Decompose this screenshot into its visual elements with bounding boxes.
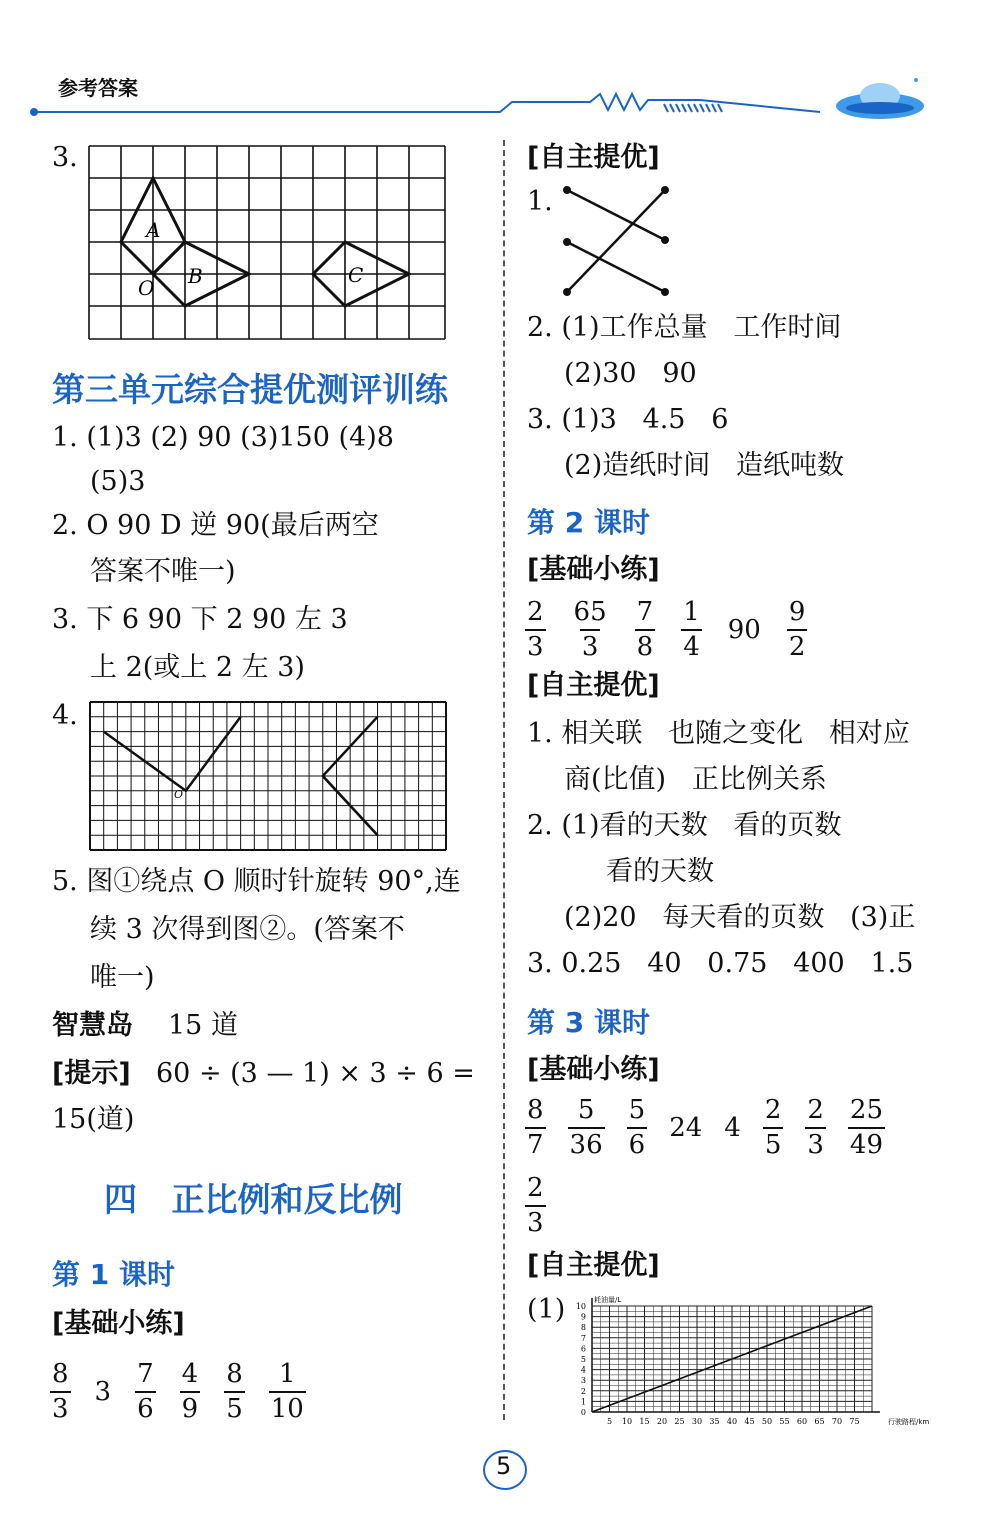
- chart-y-tick: 5: [580, 1355, 586, 1364]
- chart-y-label: 耗油量/L: [594, 1296, 622, 1304]
- fraction: [180, 1360, 201, 1423]
- wisdom-answer: 15 道: [168, 1010, 238, 1041]
- lesson-1-title: 第 1 课时: [52, 1258, 175, 1291]
- chart-y-tick: 1: [580, 1397, 586, 1407]
- chart-y-tick: 10: [575, 1302, 586, 1311]
- fraction-row-2: [525, 598, 807, 661]
- numerator: 8: [226, 1359, 243, 1389]
- numerator: 9: [788, 597, 806, 627]
- fraction: [635, 598, 656, 661]
- fraction: [848, 1096, 885, 1159]
- page-header: [0, 0, 1000, 140]
- denominator: 3: [50, 1391, 71, 1424]
- right-s1: 1. 相关联 也随之变化 相对应: [527, 718, 910, 749]
- chart-x-label: 行驶路程/km: [888, 1418, 930, 1426]
- chart-y-tick: 4: [580, 1365, 586, 1375]
- chart-y-tick: 3: [580, 1376, 586, 1386]
- denominator: 2: [787, 629, 808, 662]
- label-b: B: [188, 264, 203, 288]
- label-o: O: [138, 276, 155, 300]
- chart-x-tick: 50: [761, 1417, 773, 1426]
- right-s6: 3. 0.25 40 0.75 400 1.5: [527, 948, 914, 979]
- fraction: [525, 598, 546, 661]
- unit3-line-7: 5. 图①绕点 O 顺时针旋转 90°,连: [52, 866, 461, 897]
- extension-1: [自主提优]: [527, 142, 660, 173]
- question-4-number: 4.: [52, 700, 78, 731]
- lesson-2-title: 第 2 课时: [527, 506, 650, 539]
- chart-y-tick: 6: [580, 1344, 586, 1354]
- denominator: 10: [269, 1391, 306, 1424]
- denominator: 6: [627, 1127, 648, 1160]
- fraction-value: 24: [669, 1112, 703, 1143]
- page-number: 5: [496, 1452, 512, 1480]
- right-s2: 商(比值) 正比例关系: [564, 764, 827, 795]
- unit3-line-8: 续 3 次得到图②。(答案不: [90, 914, 405, 945]
- ufo-icon: [830, 72, 930, 132]
- chart-x-tick: 55: [779, 1417, 790, 1426]
- fraction: [627, 1096, 648, 1159]
- denominator: 6: [135, 1391, 156, 1424]
- numerator: 1: [683, 597, 700, 627]
- hint-result: 15(道): [52, 1104, 135, 1135]
- right-s3: 2. (1)看的天数 看的页数: [527, 810, 842, 841]
- header-title: 参考答案: [58, 76, 138, 100]
- denominator: 3: [525, 629, 546, 662]
- wisdom-label: 智慧岛: [52, 1010, 133, 1041]
- numerator: 5: [577, 1095, 595, 1125]
- hint-expression: 60 ÷ (3 — 1) × 3 ÷ 6 =: [156, 1058, 475, 1089]
- unit3-title: 第三单元综合提优测评训练: [52, 370, 448, 409]
- denominator: 3: [805, 1127, 826, 1160]
- chart-x-tick: 35: [709, 1417, 720, 1426]
- fraction: [269, 1360, 306, 1423]
- fraction: [763, 1096, 784, 1159]
- numerator: 7: [636, 597, 654, 627]
- denominator: 7: [525, 1127, 546, 1160]
- chart-y-tick: 9: [580, 1312, 586, 1322]
- fraction: [572, 598, 609, 661]
- matching-lines: [560, 182, 680, 302]
- chart-x-tick: 45: [744, 1417, 755, 1426]
- numerator: 2: [527, 597, 544, 627]
- numerator: 5: [628, 1095, 646, 1125]
- extension-2: [自主提优]: [527, 670, 660, 701]
- numerator: 1: [279, 1359, 296, 1389]
- chapter-4-title: 四 正比例和反比例: [104, 1180, 403, 1219]
- numerator: 2: [527, 1173, 544, 1203]
- fraction-value: 4: [724, 1112, 741, 1143]
- fraction: [805, 1096, 826, 1159]
- denominator: 36: [568, 1127, 605, 1160]
- fraction-value: 3: [94, 1376, 112, 1407]
- unit3-line-5: 3. 下 6 90 下 2 90 左 3: [52, 604, 348, 635]
- chart-x-tick: 70: [831, 1417, 843, 1426]
- chart-y-tick: 8: [580, 1323, 586, 1333]
- grid2-o-label: O: [174, 788, 184, 801]
- numerator: 8: [527, 1095, 544, 1125]
- right-line-5: (2)造纸时间 造纸吨数: [564, 450, 844, 481]
- unit3-line-4: 答案不唯一): [90, 556, 236, 587]
- unit3-line-1: 1. (1)3 (2) 90 (3)150 (4)8: [52, 422, 394, 453]
- numerator: 2: [807, 1095, 824, 1125]
- extension-3: [自主提优]: [527, 1250, 660, 1281]
- denominator: 3: [580, 629, 601, 662]
- fraction: [681, 598, 702, 661]
- label-c: C: [348, 263, 364, 287]
- chart-y-tick: 0: [580, 1408, 586, 1417]
- numerator: 8: [52, 1359, 69, 1389]
- fuel-chart: [562, 1290, 942, 1430]
- basic-practice-3: [基础小练]: [527, 1054, 660, 1085]
- denominator: 5: [224, 1391, 245, 1424]
- chart-x-tick: 20: [656, 1417, 668, 1426]
- chart-x-tick: 15: [639, 1417, 650, 1426]
- rotation-grid-figure-2: [88, 700, 448, 852]
- fraction-value: 90: [727, 614, 761, 645]
- chart-x-tick: 60: [796, 1417, 808, 1426]
- chart-x-tick: 30: [691, 1417, 703, 1426]
- numerator: 25: [849, 1095, 884, 1125]
- fraction-row-3b: [525, 1174, 546, 1237]
- lesson-3-title: 第 3 课时: [527, 1006, 650, 1039]
- chart-y-tick: 2: [580, 1386, 586, 1396]
- fraction: [787, 598, 808, 661]
- fraction: [525, 1174, 546, 1237]
- fraction: [525, 1096, 546, 1159]
- denominator: 4: [681, 629, 702, 662]
- label-a: A: [146, 218, 161, 242]
- unit3-line-3: 2. O 90 D 逆 90(最后两空: [52, 510, 379, 541]
- right-line-3: (2)30 90: [564, 358, 697, 389]
- chart-y-tick: 7: [580, 1333, 586, 1343]
- question-3-number: 3.: [52, 142, 78, 173]
- right-line-2: 2. (1)工作总量 工作时间: [527, 312, 842, 343]
- rotation-grid-figure: [88, 145, 448, 341]
- denominator: 5: [763, 1127, 784, 1160]
- denominator: 8: [635, 629, 656, 662]
- denominator: 49: [848, 1127, 885, 1160]
- numerator: 4: [181, 1359, 199, 1389]
- chart-question-number: (1): [527, 1294, 566, 1325]
- right-s5: (2)20 每天看的页数 (3)正: [564, 902, 916, 933]
- unit3-line-9: 唯一): [90, 962, 155, 993]
- denominator: 3: [525, 1205, 546, 1238]
- chart-x-tick: 75: [849, 1417, 860, 1426]
- basic-practice-2: [基础小练]: [527, 554, 660, 585]
- hint-tag: [提示]: [52, 1058, 131, 1089]
- right-line-4: 3. (1)3 4.5 6: [527, 404, 729, 435]
- column-divider: [503, 140, 505, 1420]
- chart-x-tick: 25: [674, 1417, 685, 1426]
- fraction: [224, 1360, 245, 1423]
- fraction-row-3: [525, 1096, 885, 1159]
- numerator: 65: [573, 597, 607, 627]
- fraction: [50, 1360, 71, 1423]
- numerator: 7: [137, 1359, 154, 1389]
- chart-x-tick: 40: [726, 1417, 738, 1426]
- unit3-line-2: (5)3: [90, 466, 146, 497]
- fraction-row-1: [50, 1360, 306, 1423]
- denominator: 9: [180, 1391, 201, 1424]
- chart-x-tick: 5: [606, 1417, 613, 1426]
- basic-practice-1: [基础小练]: [52, 1308, 185, 1339]
- numerator: 2: [764, 1095, 782, 1125]
- matching-number: 1.: [527, 186, 553, 217]
- fraction: [568, 1096, 605, 1159]
- chart-x-tick: 10: [621, 1417, 633, 1426]
- unit3-line-6: 上 2(或上 2 左 3): [90, 652, 305, 683]
- fraction: [135, 1360, 156, 1423]
- right-s4: 看的天数: [606, 856, 714, 887]
- chart-x-tick: 65: [814, 1417, 825, 1426]
